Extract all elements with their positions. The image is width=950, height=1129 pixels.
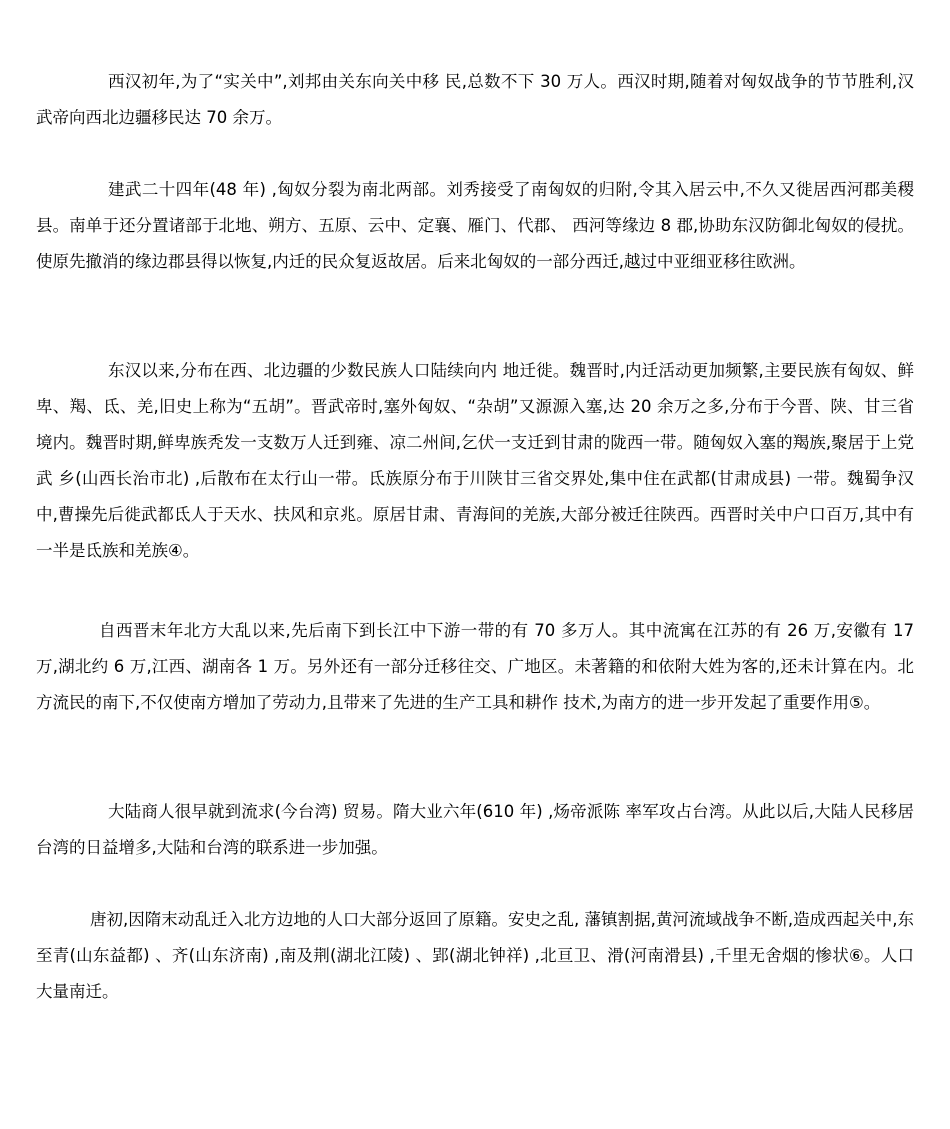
paragraph-taiwan-migration: 大陆商人很早就到流求(今台湾) 贸易。隋大业六年(610 年) ,炀帝派陈 率军攻占台湾。从此以后,大陆人民移居台湾的日益增多,大陆和台湾的联系进一步加强。 [36,802,914,857]
paragraph-five-hu-migration: 东汉以来,分布在西、北边疆的少数民族人口陆续向内 地迁徙。魏晋时,内迁活动更加频繁,主要民族有匈奴、鲜卑、羯、氐、羌,旧史上称为“五胡”。晋武帝时,塞外匈奴、“杂胡”又源源入塞,达 20 余万之多,分布于今晋、陕、甘三省境内。魏晋时期,鲜卑族秃发一支数万人迁到雍、凉二州间,乞伏一支迁到甘肃的陇西一带。随匈奴入塞的羯族,聚居于上党武 乡(山西长治市北) ,后散布在太行山一带。氐族原分布于川陕甘三省交界处,集中住在武都(甘肃成县) 一带。魏蜀争汉中,曹操先后徙武都氐人于天水、扶风和京兆。原居甘肃、青海间的羌族,大部分被迁往陕西。西晋时关中户口百万,其中有一半是氐族和羌族④。 [36,361,914,560]
paragraph-western-han-migration: 西汉初年,为了“实关中”,刘邦由关东向关中移 民,总数不下 30 万人。西汉时期,随着对匈奴战争的节节胜利,汉武帝向西北边疆移民达 70 余万。 [36,72,914,127]
paragraph-southward-migration: 自西晋末年北方大乱以来,先后南下到长江中下游一带的有 70 多万人。其中流寓在江苏的有 26 万,安徽有 17 万,湖北约 6 万,江西、湖南各 1 万。另外还有一部分迁移往交、广地区。未著籍的和依附大姓为客的,还未计算在内。北方流民的南下,不仅使南方增加了劳动力,且带来了先进的生产工具和耕作 技术,为南方的进一步开发起了重要作用⑤。 [36,621,914,712]
paragraph-xiongnu-split: 建武二十四年(48 年) ,匈奴分裂为南北两部。刘秀接受了南匈奴的归附,令其入居云中,不久又徙居西河郡美稷县。南单于还分置诸部于北地、朔方、五原、云中、定襄、雁门、代郡、 西河等缘边 8 郡,协助东汉防御北匈奴的侵扰。使原先撤消的缘边郡县得以恢复,内迁的民众复返故居。后来北匈奴的一部分西迁,越过中亚细亚移往欧洲。 [36,180,914,271]
paragraph-tang-migration: 唐初,因隋末动乱迁入北方边地的人口大部分返回了原籍。安史之乱, 藩镇割据,黄河流域战争不断,造成西起关中,东至青(山东益都) 、齐(山东济南) ,南及荆(湖北江陵) 、郢(湖北钟祥) ,北亘卫、滑(河南滑县) ,千里无舍烟的惨状⑥。人口大量南迁。 [36,910,914,1001]
